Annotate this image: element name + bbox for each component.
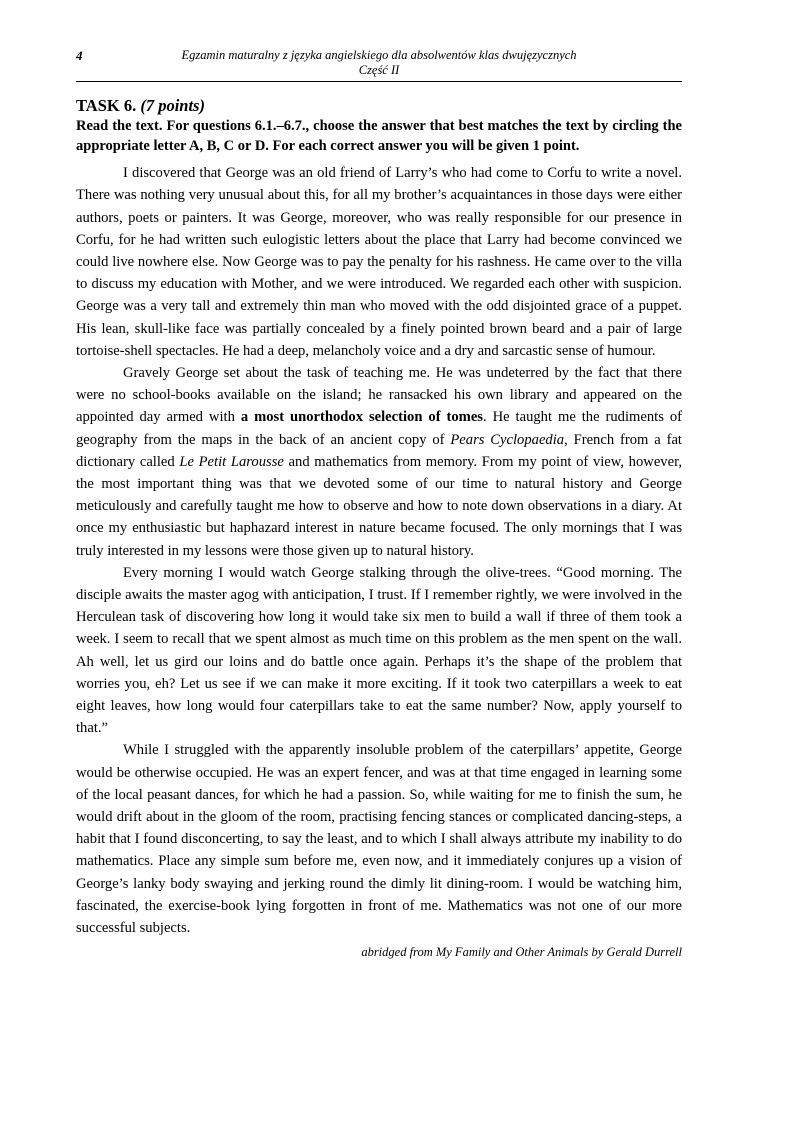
- book-title-larousse: Le Petit Larousse: [179, 453, 284, 470]
- header-title: [76, 48, 682, 78]
- reading-text: [76, 162, 682, 939]
- paragraph-2-part-3: , French from a fat dictionary called: [76, 431, 682, 470]
- paragraph-3: Every morning I would watch George stalking through the olive-trees. “Good morning. The disciple awaits the master agog with anticipation, I trust. If I remember rightly, we were involved in the Herculean task of discovering how long it would take six men to build a wall if three of them took a week. I seem to recall that we spent almost as much time on this problem as the men spent on the wall. Ah well, let us gird our loins and do battle once again. Perhaps it’s the shape of the problem that worries you, eh? Let us see if we can make it more exciting. If it took two caterpillars a week to eat eight leaves, how long would four caterpillars take to eat the same number? Now, apply yourself to that.”: [76, 564, 682, 737]
- header-line-1: Egzamin maturalny z języka angielskiego dla absolwentów klas dwujęzycznych: [181, 48, 577, 62]
- paragraph-2-part-1: Gravely George set about the task of teaching me. He was undeterred by the fact that there were no school-books available on the island; he ransacked his own library and appeared on the appointed day armed with: [76, 365, 682, 426]
- paragraph-2-part-4: and mathematics from memory. From my point of view, however, the most important thing was that we devoted some of our time to natural history and George meticulously and carefully taught me how to observe and how to note down observations in a diary. At once my enthusiastic but haphazard interest in nature became focused. The only mornings that I was truly interested in my lessons were those given up to natural history.: [76, 453, 682, 559]
- page-number: 4: [76, 48, 83, 63]
- task-instructions: Read the text. For questions 6.1.–6.7., choose the answer that best matches the text by circling the appropriate letter A, B, C or D. For each correct answer you will be given 1 point.: [76, 118, 682, 154]
- paragraph-2-part-2: . He taught me the rudiments of geography from the maps in the back of an ancient copy of: [76, 409, 682, 448]
- paragraph-4: While I struggled with the apparently insoluble problem of the caterpillars’ appetite, George would be otherwise occupied. He was an expert fencer, and was at that time engaged in learning some of the local peasant dances, for which he had a passion. So, while waiting for me to finish the sum, he would drift about in the gloom of the room, practising fencing stances or complicated dancing-steps, a habit that I found disconcerting, to say the least, and to which I shall always attribute my inability to do mathematics. Place any simple sum before me, even now, and it immediately conjures up a vision of George’s lanky body swaying and jerking round the dimly lit dining-room. I would be watching him, fascinated, the exercise-book lying forgotten in front of me. Mathematics was not one of our more successful subjects.: [76, 742, 682, 937]
- paragraph-2: [76, 362, 682, 562]
- book-title-pears: Pears Cyclopaedia: [450, 431, 565, 448]
- exam-page: [76, 0, 682, 960]
- page-header: [76, 0, 682, 82]
- highlighted-phrase: a most unorthodox selection of tomes: [240, 409, 483, 426]
- task-points: (7 points): [140, 96, 205, 115]
- paragraph-1: I discovered that George was an old friend of Larry’s who had come to Corfu to write a novel. There was nothing very unusual about this, for all my brother’s acquaintances in those days were either authors, poets or painters. It was George, moreover, who was really responsible for our presence in Corfu, for he had written such eulogistic letters about the place that Larry had become convinced we could live nowhere else. Now George was to pay the penalty for his rashness. He came over to the villa to discuss my education with Mother, and we were introduced. We regarded each other with suspicion. George was a very tall and extremely thin man who moved with the odd disjointed grace of a puppet. His lean, skull-like face was partially concealed by a finely pointed brown beard and a pair of large tortoise-shell spectacles. He had a deep, melancholy voice and a dry and sarcastic sense of humour.: [76, 165, 682, 359]
- task-label: TASK 6.: [76, 96, 137, 115]
- source-citation: abridged from My Family and Other Animals by Gerald Durrell: [361, 945, 682, 960]
- task-title: [76, 96, 682, 116]
- header-line-2: Część II: [358, 63, 400, 77]
